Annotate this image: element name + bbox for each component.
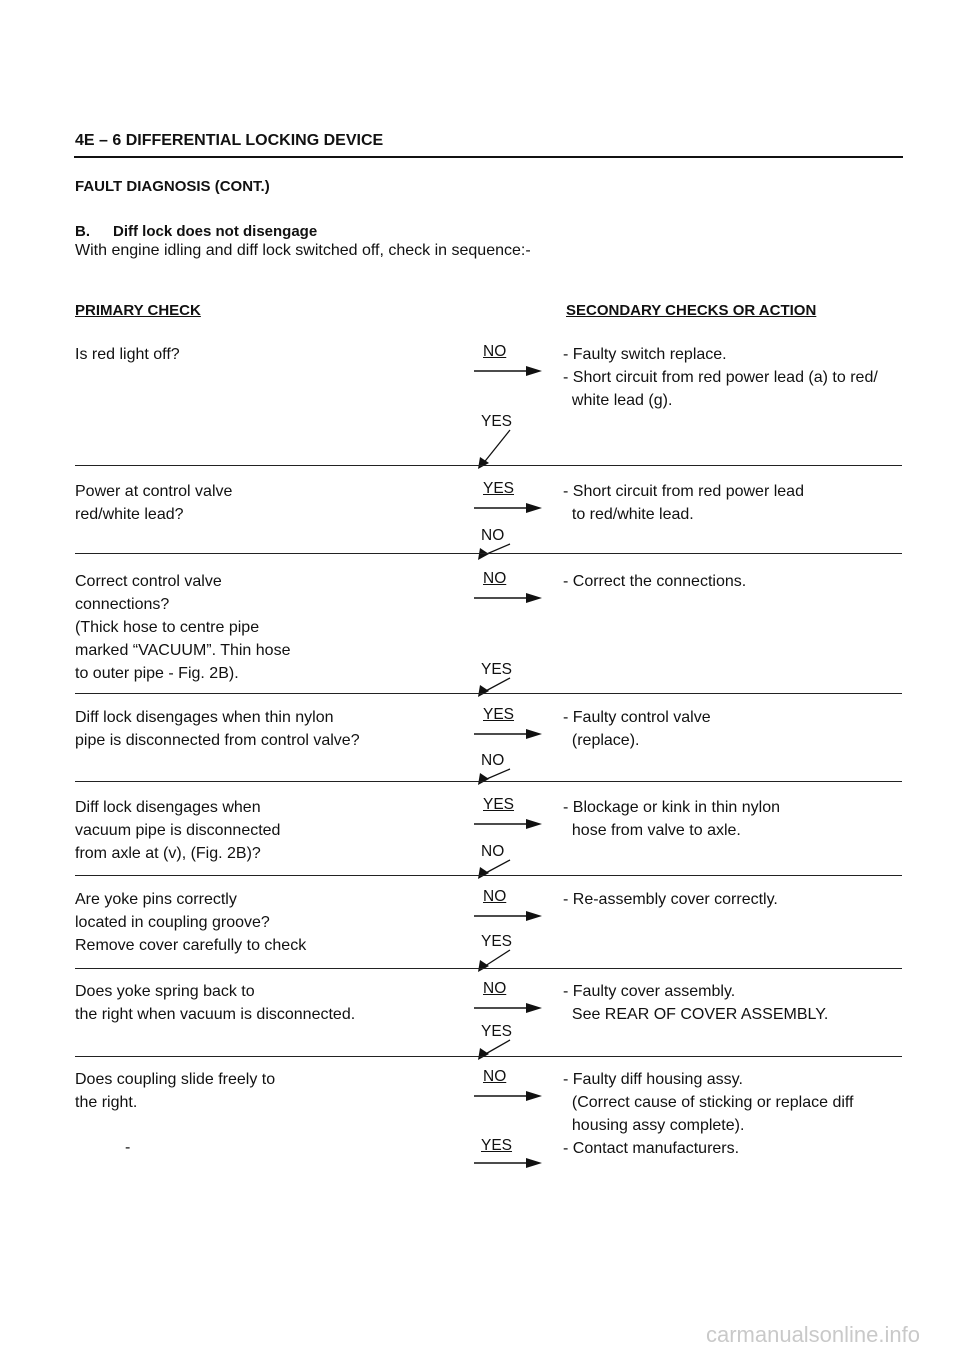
step-separator <box>75 875 902 876</box>
question-text: to outer pipe - Fig. 2B). <box>75 665 239 682</box>
question-text: (Thick hose to centre pipe <box>75 619 260 636</box>
right-arrow-icon <box>474 1090 542 1104</box>
action-text: (replace). <box>563 732 640 749</box>
right-arrow-icon <box>474 592 542 606</box>
action-text: white lead (g). <box>563 392 673 409</box>
step-separator <box>75 465 902 466</box>
page-header-title: 4E – 6 DIFFERENTIAL LOCKING DEVICE <box>75 132 384 149</box>
question-text: Is red light off? <box>75 346 180 363</box>
right-branch-label: YES <box>483 706 515 723</box>
action-text: (Correct cause of sticking or replace diff <box>563 1094 854 1111</box>
right-arrow-icon <box>474 728 542 742</box>
question-text: marked “VACUUM”. Thin hose <box>75 642 291 659</box>
action-text: - Short circuit from red power lead (a) to red/ <box>563 369 878 386</box>
action-text: - Faulty cover assembly. <box>563 983 736 1000</box>
question-text: Diff lock disengages when <box>75 799 261 816</box>
final-yes-label: YES <box>481 1137 513 1154</box>
question-text: the right when vacuum is disconnected. <box>75 1006 356 1023</box>
watermark: carmanualsonline.info <box>705 1322 920 1347</box>
question-text: Remove cover carefully to check <box>75 937 307 954</box>
secondary-checks-heading: SECONDARY CHECKS OR ACTION <box>566 302 817 319</box>
primary-check-heading: PRIMARY CHECK <box>75 302 201 319</box>
action-text: See REAR OF COVER ASSEMBLY. <box>563 1006 829 1023</box>
down-branch-label: YES <box>481 933 513 950</box>
question-text: red/white lead? <box>75 506 184 523</box>
action-text: - Blockage or kink in thin nylon <box>563 799 780 816</box>
action-text: - Faulty control valve <box>563 709 711 726</box>
down-flow-arrow-icon <box>476 544 516 560</box>
right-arrow-icon <box>474 1157 542 1171</box>
right-branch-label: YES <box>483 796 515 813</box>
action-text: hose from valve to axle. <box>563 822 741 839</box>
subsection-title <box>75 223 317 240</box>
right-arrow-icon <box>474 818 542 832</box>
intro-text: With engine idling and diff lock switched off, check in sequence:- <box>75 242 531 259</box>
action-text: - Faulty diff housing assy. <box>563 1071 743 1088</box>
question-text: the right. <box>75 1094 138 1111</box>
right-branch-label: YES <box>483 480 515 497</box>
down-flow-arrow-icon <box>476 769 516 785</box>
question-text: pipe is disconnected from control valve? <box>75 732 360 749</box>
question-text: connections? <box>75 596 170 613</box>
right-arrow-icon <box>474 502 542 516</box>
action-text: - Correct the connections. <box>563 573 747 590</box>
subsection-heading: Diff lock does not disengage <box>113 223 318 240</box>
down-branch-label: NO <box>481 527 505 544</box>
action-text: to red/white lead. <box>563 506 694 523</box>
subsection-letter: B. <box>75 223 90 240</box>
action-text: - Faulty switch replace. <box>563 346 727 363</box>
question-text: from axle at (v), (Fig. 2B)? <box>75 845 261 862</box>
down-flow-arrow-icon <box>476 1040 516 1060</box>
header-rule <box>74 156 903 158</box>
step-separator <box>75 693 902 694</box>
question-text: Are yoke pins correctly <box>75 891 237 908</box>
action-text: - Re-assembly cover correctly. <box>563 891 778 908</box>
action-text: - Short circuit from red power lead <box>563 483 804 500</box>
question-text: Correct control valve <box>75 573 222 590</box>
down-branch-label: YES <box>481 1023 513 1040</box>
right-arrow-icon <box>474 910 542 924</box>
step-separator <box>75 553 902 554</box>
step-separator <box>75 781 902 782</box>
down-flow-arrow-icon <box>476 860 516 879</box>
question-text: Power at control valve <box>75 483 233 500</box>
down-flow-arrow-icon <box>476 678 516 697</box>
down-branch-label: YES <box>481 661 513 678</box>
question-text: located in coupling groove? <box>75 914 270 931</box>
right-arrow-icon <box>474 1002 542 1016</box>
action-text: housing assy complete). <box>563 1117 745 1134</box>
right-branch-label: NO <box>483 888 507 905</box>
dash-mark: - <box>125 1139 131 1156</box>
right-branch-label: NO <box>483 343 507 360</box>
section-title: FAULT DIAGNOSIS (CONT.) <box>75 178 270 195</box>
down-branch-label: NO <box>481 752 505 769</box>
down-flow-arrow-icon <box>476 430 516 469</box>
question-text: Does yoke spring back to <box>75 983 255 1000</box>
question-text: vacuum pipe is disconnected <box>75 822 281 839</box>
down-branch-label: NO <box>481 843 505 860</box>
right-branch-label: NO <box>483 570 507 587</box>
question-text: Diff lock disengages when thin nylon <box>75 709 334 726</box>
right-branch-label: NO <box>483 1068 507 1085</box>
question-text: Does coupling slide freely to <box>75 1071 276 1088</box>
step-separator <box>75 968 902 969</box>
final-action-text: - Contact manufacturers. <box>563 1140 740 1157</box>
step-separator <box>75 1056 902 1057</box>
right-branch-label: NO <box>483 980 507 997</box>
down-branch-label: YES <box>481 413 513 430</box>
right-arrow-icon <box>474 365 542 379</box>
